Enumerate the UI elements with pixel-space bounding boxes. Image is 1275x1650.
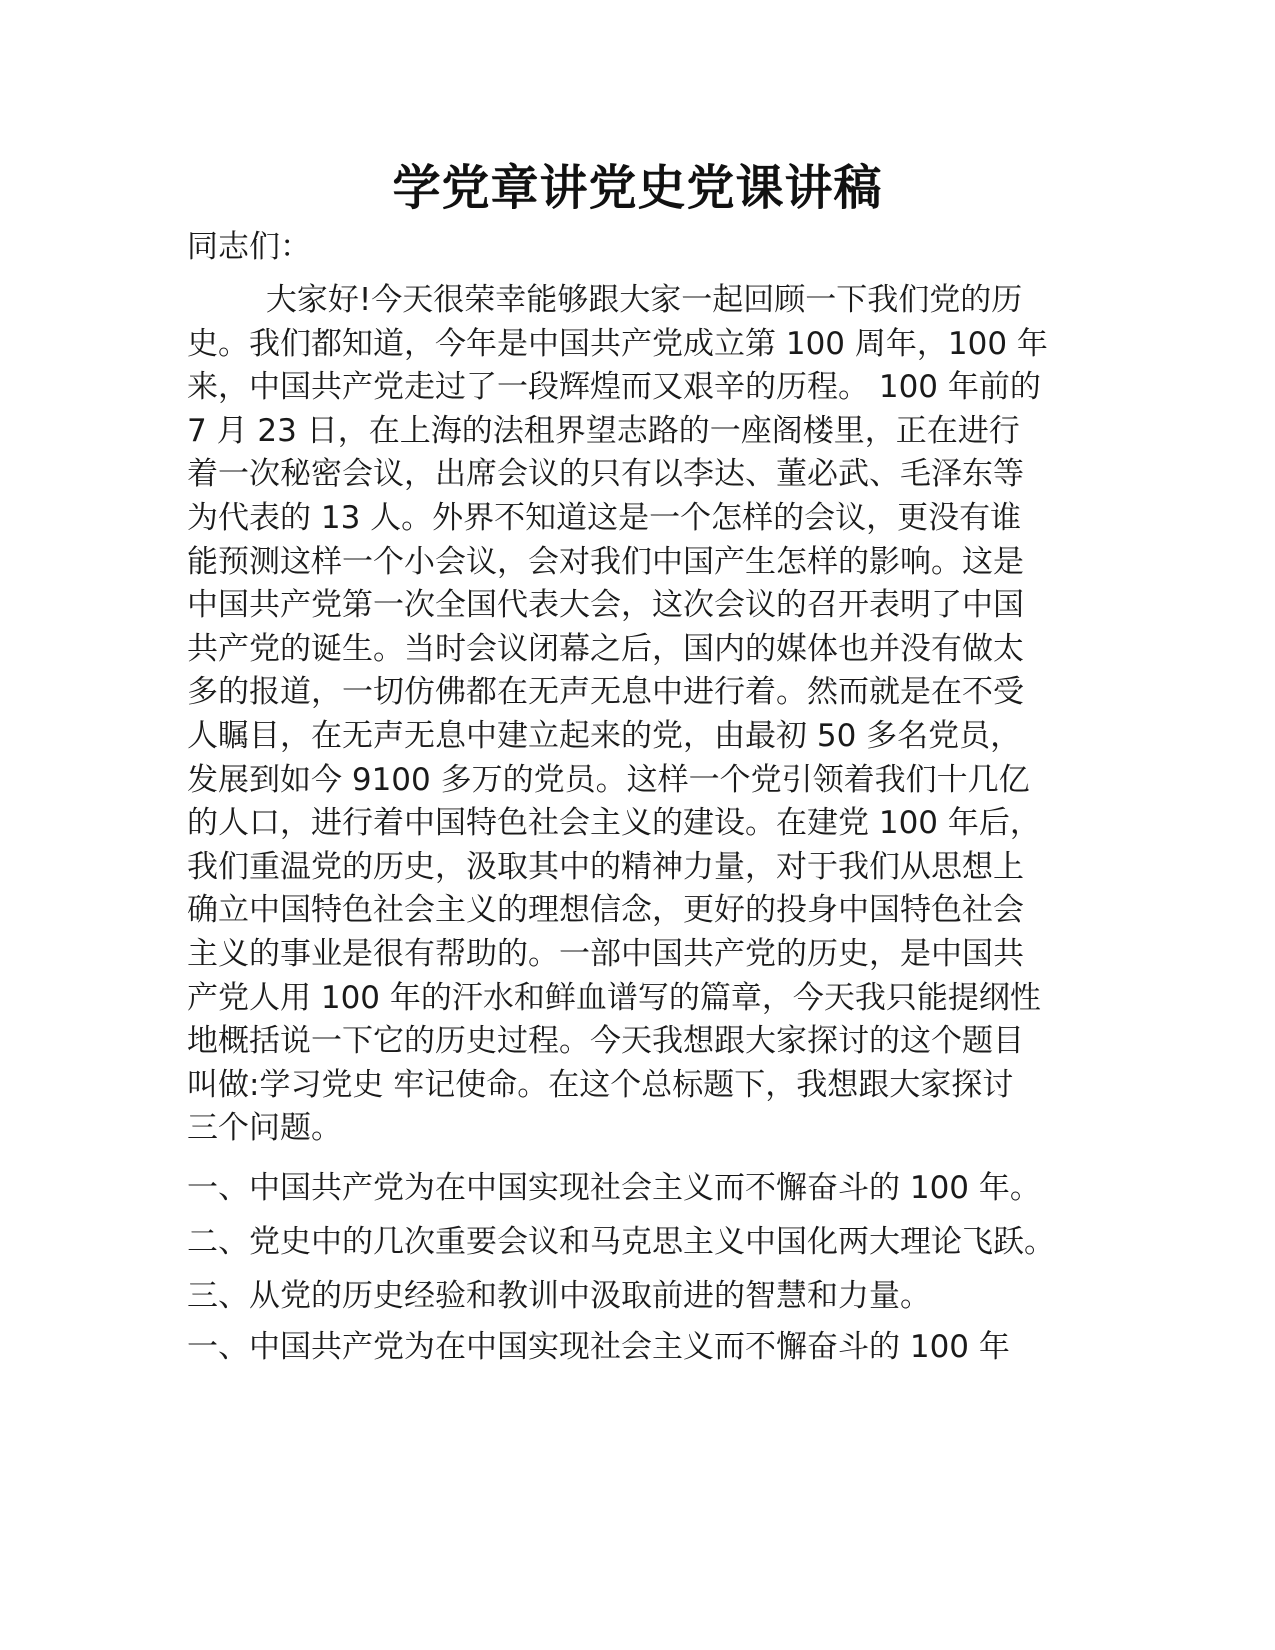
salutation: 同志们： xyxy=(187,229,311,265)
section-heading: 一、中国共产党为在中国实现社会主义而不懈奋斗的 100 年 xyxy=(187,1329,1010,1365)
paragraph-line: 能预测这样一个小会议，会对我们中国产生怎样的影响。这是 xyxy=(187,543,1024,580)
paragraph-line: 发展到如今 9100 多万的党员。这样一个党引领着我们十几亿 xyxy=(187,761,1030,798)
paragraph-line: 共产党的诞生。当时会议闭幕之后，国内的媒体也并没有做太 xyxy=(187,630,1024,667)
paragraph-line: 大家好!今天很荣幸能够跟大家一起回顾一下我们党的历 xyxy=(187,282,1023,318)
paragraph-line: 的人口，进行着中国特色社会主义的建设。在建党 100 年后， xyxy=(187,805,1041,842)
intro-paragraph xyxy=(187,279,1087,1151)
paragraph-line: 7 月 23 日，在上海的法租界望志路的一座阁楼里，正在进行 xyxy=(187,412,1020,449)
paragraph-line: 三个问题。 xyxy=(187,1110,342,1147)
document-title: 学党章讲党史党课讲稿 xyxy=(392,160,883,216)
paragraph-line: 地概括说一下它的历史过程。今天我想跟大家探讨的这个题目 xyxy=(187,1023,1024,1060)
outline-item-3: 三、从党的历史经验和教训中汲取前进的智慧和力量。 xyxy=(187,1278,931,1314)
paragraph-line: 我们重温党的历史，汲取其中的精神力量，对于我们从思想上 xyxy=(187,848,1024,885)
paragraph-line: 叫做:学习党史 牢记使命。在这个总标题下，我想跟大家探讨 xyxy=(187,1066,1014,1103)
paragraph-line: 主义的事业是很有帮助的。一部中国共产党的历史，是中国共 xyxy=(187,935,1024,972)
paragraph-line: 确立中国特色社会主义的理想信念，更好的投身中国特色社会 xyxy=(187,892,1024,929)
paragraph-line: 着一次秘密会议，出席会议的只有以李达、董必武、毛泽东等 xyxy=(187,456,1024,493)
paragraph-line: 产党人用 100 年的汗水和鲜血谱写的篇章，今天我只能提纲性 xyxy=(187,979,1041,1016)
paragraph-line: 中国共产党第一次全国代表大会，这次会议的召开表明了中国 xyxy=(187,587,1024,624)
paragraph-line: 史。我们都知道，今年是中国共产党成立第 100 周年，100 年 xyxy=(187,325,1048,362)
paragraph-line: 人瞩目，在无声无息中建立起来的党，由最初 50 多名党员， xyxy=(187,717,1022,754)
paragraph-line: 多的报道，一切仿佛都在无声无息中进行着。然而就是在不受 xyxy=(187,674,1024,711)
paragraph-line: 为代表的 13 人。外界不知道这是一个怎样的会议，更没有谁 xyxy=(187,499,1022,536)
outline-item-2: 二、党史中的几次重要会议和马克思主义中国化两大理论飞跃。 xyxy=(187,1224,1055,1260)
outline-item-1: 一、中国共产党为在中国实现社会主义而不懈奋斗的 100 年。 xyxy=(187,1170,1041,1206)
paragraph-line: 来，中国共产党走过了一段辉煌而又艰辛的历程。 100 年前的 xyxy=(187,369,1041,406)
topic-outline xyxy=(187,1161,1055,1323)
